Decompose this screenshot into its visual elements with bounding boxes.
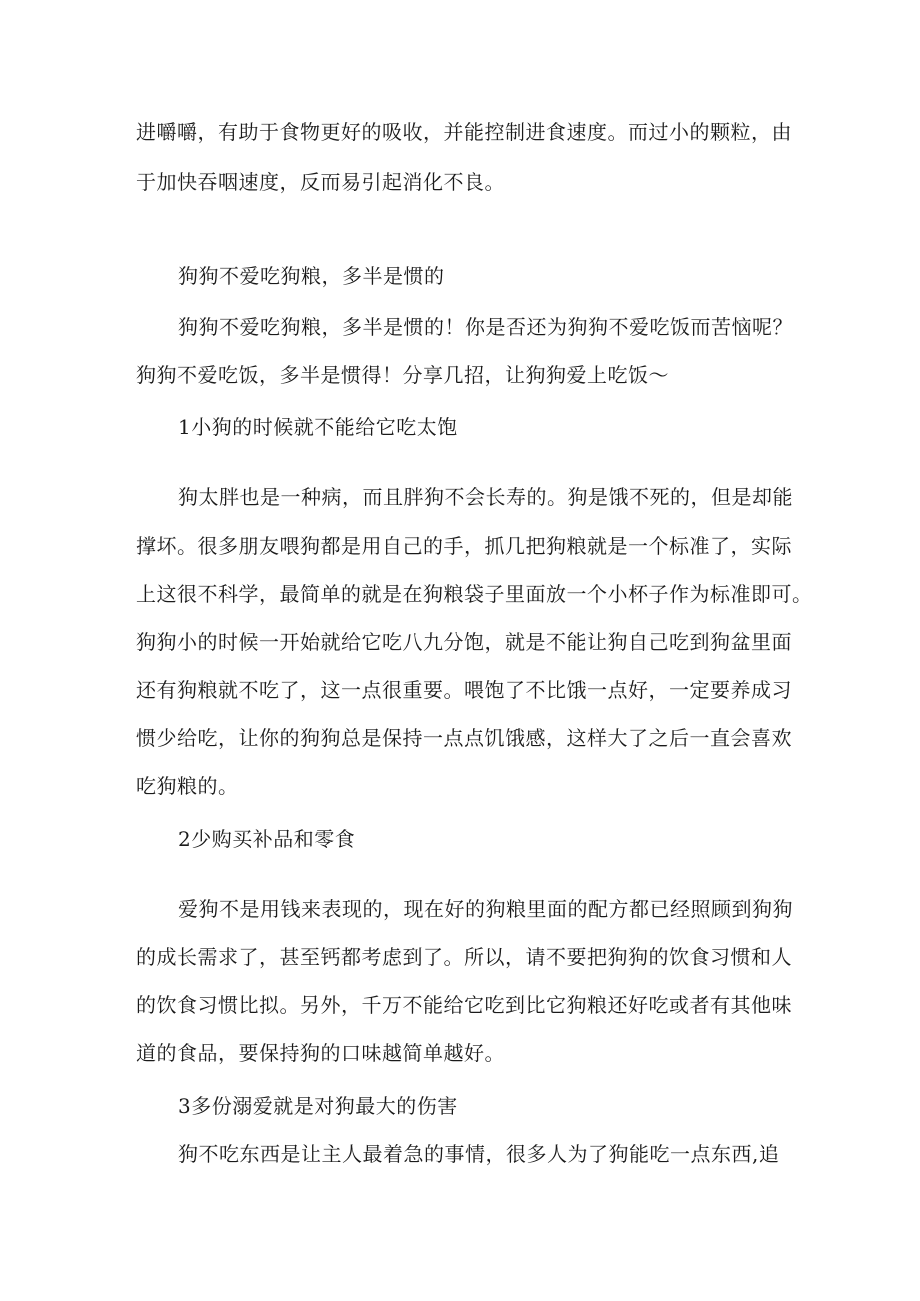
tip3-heading: 3多份溺爱就是对狗最大的伤害 bbox=[178, 1094, 458, 1118]
tip2-line-4: 道的食品，要保持狗的口味越简单越好。 bbox=[136, 1041, 505, 1065]
tip3-line-1: 狗不吃东西是让主人最着急的事情，很多人为了狗能吃一点东西,追 bbox=[178, 1142, 780, 1166]
tip2-line-3: 的饮食习惯比拟。另外，千万不能给它吃到比它狗粮还好吃或者有其他味 bbox=[136, 993, 792, 1017]
tip1-line-4: 狗狗小的时候一开始就给它吃八九分饱，就是不能让狗自己吃到狗盆里面 bbox=[136, 630, 792, 654]
section-title: 狗狗不爱吃狗粮，多半是惯的 bbox=[178, 264, 445, 288]
intro-line-2: 于加快吞咽速度，反而易引起消化不良。 bbox=[136, 170, 505, 194]
tip2-heading: 2少购买补品和零食 bbox=[178, 827, 356, 851]
lead-line-2: 狗狗不爱吃饭，多半是惯得！分享几招，让狗狗爱上吃饭～ bbox=[136, 363, 669, 387]
tip2-line-1: 爱狗不是用钱来表现的，现在好的狗粮里面的配方都已经照顾到狗狗 bbox=[178, 897, 793, 921]
lead-line-1: 狗狗不爱吃狗粮，多半是惯的！你是否还为狗狗不爱吃饭而苦恼呢？ bbox=[178, 315, 793, 339]
tip1-line-3: 上这很不科学，最简单的就是在狗粮袋子里面放一个小杯子作为标准即可。 bbox=[136, 582, 813, 606]
tip2-line-2: 的成长需求了，甚至钙都考虑到了。所以，请不要把狗狗的饮食习惯和人 bbox=[136, 945, 792, 969]
tip1-line-6: 惯少给吃，让你的狗狗总是保持一点点饥饿感，这样大了之后一直会喜欢 bbox=[136, 726, 792, 750]
intro-line-1: 进嚼嚼，有助于食物更好的吸收，并能控制进食速度。而过小的颗粒，由 bbox=[136, 120, 792, 144]
tip1-heading: 1小狗的时候就不能给它吃太饱 bbox=[178, 415, 458, 439]
tip1-line-5: 还有狗粮就不吃了，这一点很重要。喂饱了不比饿一点好，一定要养成习 bbox=[136, 678, 792, 702]
tip1-line-2: 撑坏。很多朋友喂狗都是用自己的手，抓几把狗粮就是一个标准了，实际 bbox=[136, 534, 792, 558]
tip1-line-7: 吃狗粮的。 bbox=[136, 774, 239, 798]
tip1-line-1: 狗太胖也是一种病，而且胖狗不会长寿的。狗是饿不死的，但是却能 bbox=[178, 485, 793, 509]
